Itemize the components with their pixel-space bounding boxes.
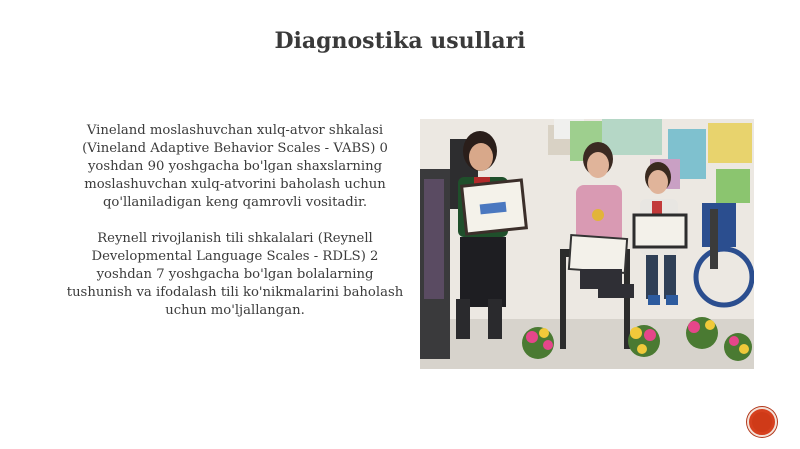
photo-illustration: [420, 119, 754, 369]
paragraph-rdls: Reynell rivojlanish tili shkalalari (Reynell Developmental Language Scales - RDLS) 2 yoshdan 7 yoshgacha bo'lgan bolalarning tushunish va ifodalash tili ko'nikmalarini baholash uchun mo'ljallangan.: [66, 231, 404, 318]
circle-nav-icon[interactable]: [747, 407, 777, 437]
slide-title: Diagnostika usullari: [274, 28, 526, 54]
slide-body-text: [62, 122, 408, 338]
circle-nav-inner: [752, 412, 772, 432]
paragraph-vabs: Vineland moslashuvchan xulq-atvor shkalasi (Vineland Adaptive Behavior Scales - VABS) 0 yoshdan 90 yoshgacha bo'lgan shaxslarning moslashuvchan xulq-atvorini baholash uchun qo'llaniladigan keng qamrovli vositadir.: [82, 123, 388, 210]
photo-children-diplomas: [420, 119, 754, 369]
